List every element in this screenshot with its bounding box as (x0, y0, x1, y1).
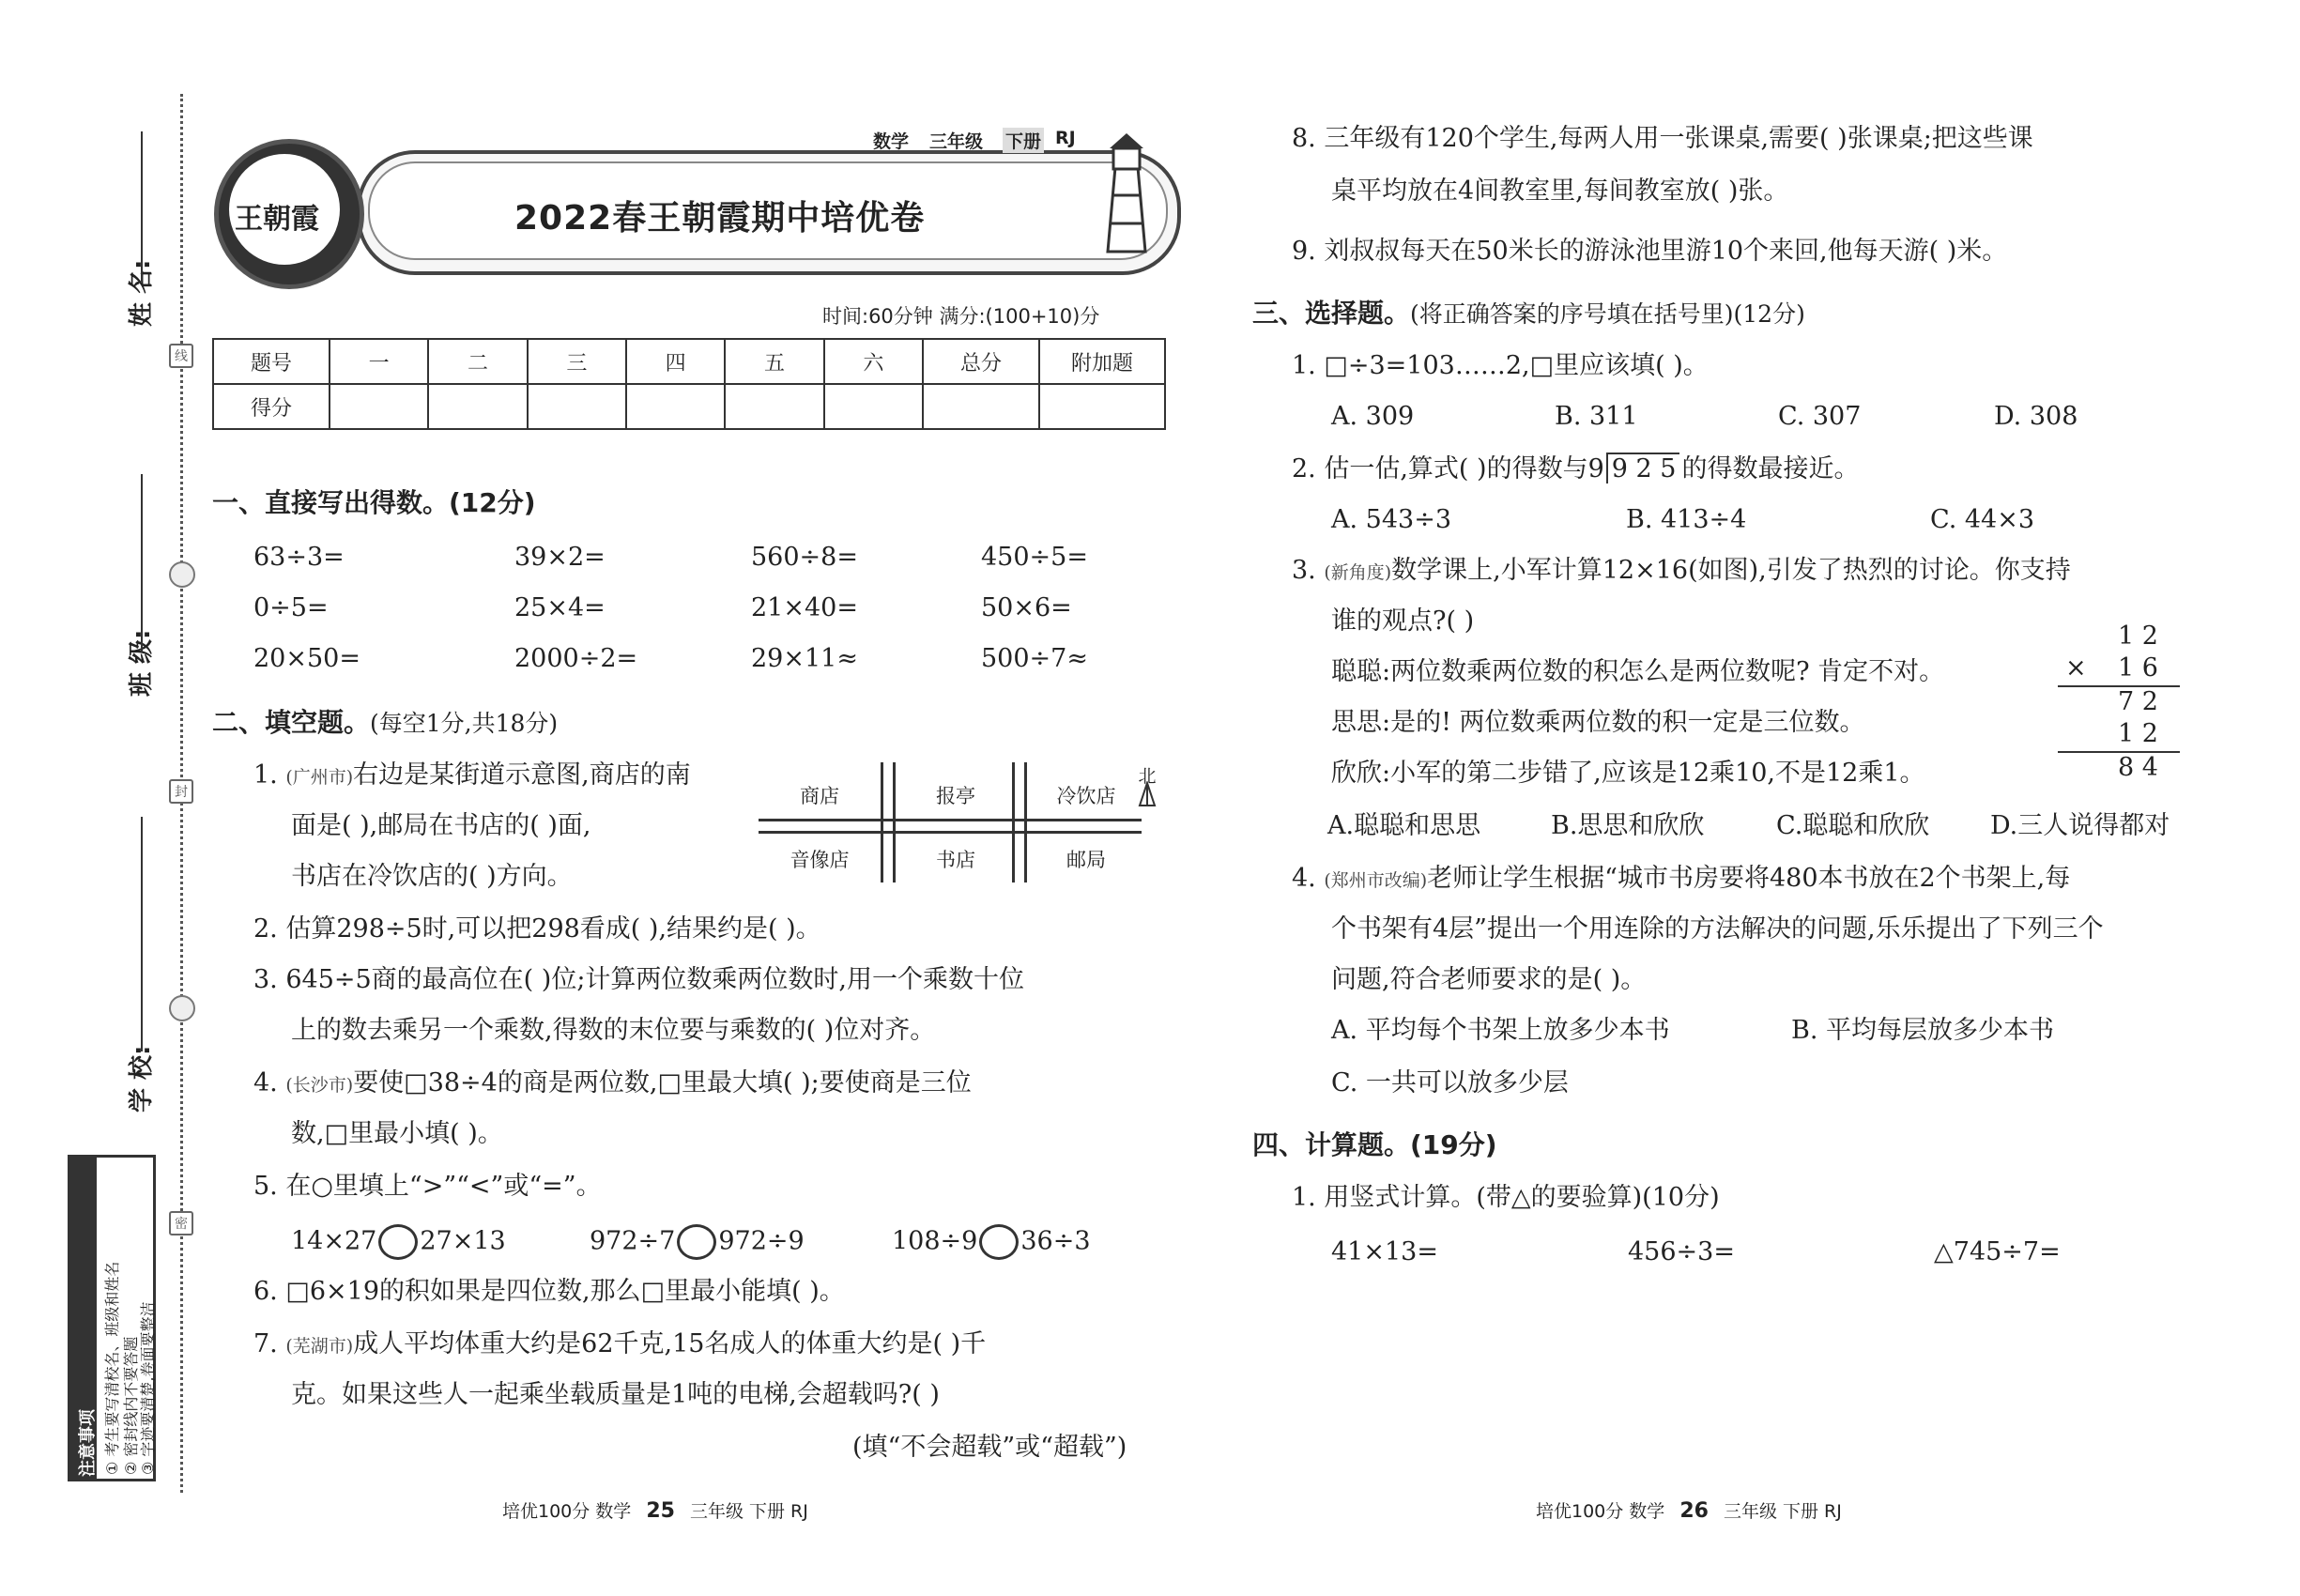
table-cell: 二 (428, 339, 527, 384)
calc-item: 20×50= (253, 644, 360, 673)
opinion-text: 欣欣:小军的第二步错了,应该是12乘10,不是12乘1。 (1331, 759, 1925, 788)
table-cell: 一 (330, 339, 428, 384)
lighthouse-icon (1080, 130, 1183, 261)
opinion-text: 思思:是的! 两位数乘两位数的积一定是三位数。 (1331, 708, 1865, 737)
region-tag: (长沙市) (285, 1075, 354, 1096)
page-number: 25 (646, 1499, 675, 1523)
long-division-dividend: 9 2 5 (1606, 453, 1680, 483)
cut-mark: 密 (169, 1211, 193, 1235)
score-cell[interactable] (725, 384, 823, 429)
brand-name: 王朝霞 (235, 203, 319, 236)
question-text: 要使□38÷4的商是两位数,□里最大填( );要使商是三位 (353, 1068, 972, 1097)
notice-title: 注意事项 (78, 1409, 98, 1477)
calc-item: 500÷7≈ (981, 644, 1088, 673)
street-line (759, 819, 1142, 821)
street-line (1024, 762, 1027, 882)
calc-item: △745÷7= (1934, 1237, 2061, 1266)
map-label-drink: 冷饮店 (1056, 785, 1116, 807)
compare-item (590, 1224, 805, 1260)
option[interactable]: C. 307 (1778, 402, 1862, 431)
calc-item: 29×11≈ (751, 644, 858, 673)
table-cell: 三 (528, 339, 626, 384)
option[interactable]: C. 一共可以放多少层 (1331, 1068, 1569, 1097)
compare-right: 36÷3 (1020, 1226, 1091, 1256)
question-text: 的得数最接近。 (1681, 454, 1860, 483)
region-tag: (芜湖市) (285, 1336, 354, 1357)
region-tag: (新角度) (1324, 562, 1392, 583)
footer-left (502, 1497, 808, 1523)
table-cell: 附加题 (1039, 339, 1165, 384)
north-arrow-icon (1138, 781, 1157, 809)
question-hint: (填“不会超载”或“超载”) (852, 1433, 1127, 1462)
score-cell[interactable] (1039, 384, 1165, 429)
question-3-4: 4. (郑州市改编)老师让学生根据“城市书房要将480本书放在2个书架上,每 (1292, 864, 2071, 893)
calc-item: 39×2= (514, 543, 606, 572)
time-score-info: 时间:60分钟 满分:(100+10)分 (822, 305, 1100, 328)
option[interactable]: B.思思和欣欣 (1551, 811, 1705, 840)
compare-left: 14×27 (291, 1226, 377, 1256)
page-title: 2022春王朝霞期中培优卷 (514, 199, 926, 238)
question-text: 问题,符合老师要求的是( )。 (1331, 965, 1647, 994)
map-label-kiosk: 报亭 (936, 785, 975, 807)
street-line (1012, 762, 1015, 882)
calc-item: 21×40= (751, 593, 858, 622)
table-cell: 得分 (213, 384, 330, 429)
score-cell[interactable] (923, 384, 1039, 429)
question-text: 数,□里最小填( )。 (291, 1119, 503, 1148)
class-label: 班 级: (128, 629, 156, 697)
calc-item: 450÷5= (981, 543, 1088, 572)
option[interactable]: C.聪聪和欣欣 (1776, 811, 1930, 840)
binding-clip-icon (169, 561, 195, 588)
table-cell: 题号 (213, 339, 330, 384)
name-label: 姓 名: (128, 259, 156, 327)
street-map-diagram (759, 762, 1157, 882)
calc-item: 41×13= (1331, 1237, 1438, 1266)
question-text: 右边是某街道示意图,商店的南 (353, 760, 691, 790)
option[interactable]: D. 308 (1994, 402, 2078, 431)
compare-item (291, 1224, 506, 1260)
compare-circle[interactable] (378, 1224, 418, 1260)
map-label-post: 邮局 (1066, 849, 1106, 871)
question-2-7 (253, 1331, 986, 1357)
option[interactable]: A. 309 (1331, 402, 1415, 431)
map-label-shop: 商店 (800, 785, 839, 807)
calc-item: 25×4= (514, 593, 606, 622)
class-field-line[interactable] (141, 474, 143, 652)
question-text: 面是( ),邮局在书店的( )面, (291, 811, 591, 840)
calc-item: 456÷3= (1628, 1237, 1735, 1266)
calc-item: 560÷8= (751, 543, 858, 572)
question-3-2 (1292, 456, 1859, 482)
volume-tag: 下册 (1003, 128, 1044, 153)
question-3-1: 1. □÷3=103……2,□里应该填( )。 (1292, 351, 1709, 380)
street-line (759, 831, 1142, 834)
option[interactable]: D.三人说得都对 (1990, 811, 2170, 840)
question-text: 数学课上,小军计算12×16(如图),引发了热烈的讨论。你支持 (1391, 556, 2071, 585)
notice-item: ① 考生要写清校名、班级和姓名 (103, 1261, 121, 1475)
section-4-title: 四、计算题。(19分) (1252, 1129, 1497, 1160)
section-3-title (1252, 300, 1805, 327)
vm-row: 7 2 (2118, 687, 2158, 716)
question-4-1: 1. 用竖式计算。(带△的要验算)(10分) (1292, 1183, 1720, 1212)
subject-tag: 数学 (873, 131, 910, 152)
table-cell: 四 (626, 339, 725, 384)
section-1-title: 一、直接写出得数。(12分) (212, 487, 536, 518)
question-text: 桌平均放在4间教室里,每间教室放( )张。 (1331, 176, 1789, 206)
question-text: 书店在冷饮店的( )方向。 (291, 862, 573, 891)
north-label: 北 (1138, 766, 1157, 787)
option[interactable]: A. 平均每个书架上放多少本书 (1331, 1016, 1670, 1045)
question-2-4 (253, 1070, 972, 1096)
school-label: 学 校: (128, 1045, 156, 1113)
map-label-book: 书店 (936, 849, 975, 871)
option[interactable]: B. 413÷4 (1626, 505, 1747, 534)
calc-item: 2000÷2= (514, 644, 638, 673)
vm-row: 1 2 (2118, 719, 2158, 748)
table-row[interactable] (213, 384, 1165, 429)
calc-item: 0÷5= (253, 593, 329, 622)
vm-row: 1 2 (2118, 622, 2158, 651)
option[interactable]: A.聪聪和思思 (1327, 811, 1481, 840)
notice-item: ② 密封线内不要答题 (122, 1336, 140, 1475)
option[interactable]: B. 平均每层放多少本书 (1791, 1016, 2055, 1045)
section-2-title (212, 707, 559, 738)
question-text: 2. 估一估,算式( )的得数与9 (1292, 454, 1604, 483)
table-cell: 五 (725, 339, 823, 384)
section-3-note: (将正确答案的序号填在括号里)(12分) (1410, 300, 1805, 328)
notice-item: ③ 字迹要清楚,卷面要整洁 (139, 1301, 157, 1475)
street-line (881, 762, 883, 882)
score-cell[interactable] (626, 384, 725, 429)
footer-right (1536, 1497, 1842, 1523)
street-line (893, 762, 896, 882)
question-text: 上的数去乘另一个乘数,得数的末位要与乘数的( )位对齐。 (291, 1016, 936, 1045)
option[interactable]: A. 543÷3 (1331, 505, 1451, 534)
table-cell: 六 (824, 339, 923, 384)
score-table (212, 338, 1166, 430)
question-2-2: 2. 估算298÷5时,可以把298看成( ),结果约是( )。 (253, 914, 821, 944)
notice-box (68, 1155, 156, 1481)
grade-tag: 三年级 (929, 131, 984, 152)
calc-item: 63÷3= (253, 543, 345, 572)
cut-mark: 封 (169, 779, 193, 804)
question-text: 成人平均体重大约是62千克,15名成人的体重大约是( )千 (353, 1329, 987, 1358)
cut-mark: 线 (169, 344, 193, 368)
question-2-5: 5. 在○里填上“>”“<”或“=”。 (253, 1172, 602, 1201)
question-2-8: 8. 三年级有120个学生,每两人用一张课桌,需要( )张课桌;把这些课 (1292, 124, 2033, 153)
question-text: 老师让学生根据“城市书房要将480本书放在2个书架上,每 (1427, 864, 2071, 893)
compare-circle[interactable] (677, 1224, 716, 1260)
page-number: 26 (1679, 1499, 1709, 1523)
table-cell: 总分 (923, 339, 1039, 384)
opinion-text: 聪聪:两位数乘两位数的积怎么是两位数呢? 肯定不对。 (1331, 657, 1945, 686)
compare-left: 108÷9 (892, 1226, 978, 1256)
score-cell[interactable] (330, 384, 428, 429)
region-tag: (广州市) (285, 767, 354, 788)
section-3-title-text: 三、选择题。 (1252, 298, 1411, 329)
vm-row: 8 4 (2118, 753, 2158, 782)
question-text: 个书架有4层”提出一个用连除的方法解决的问题,乐乐提出了下列三个 (1331, 914, 2104, 944)
region-tag: (郑州市改编) (1324, 870, 1428, 891)
compare-left: 972÷7 (590, 1226, 676, 1256)
question-2-1: 1. (广州市)右边是某街道示意图,商店的南 (253, 760, 691, 790)
option[interactable]: B. 311 (1555, 402, 1638, 431)
option[interactable]: C. 44×3 (1930, 505, 2035, 534)
table-row (213, 339, 1165, 384)
compare-right: 27×13 (420, 1226, 506, 1256)
vm-row: 1 6 (2118, 653, 2158, 683)
map-label-audio: 音像店 (790, 849, 850, 871)
question-number: 7. (253, 1329, 278, 1358)
question-2-6: 6. □6×19的积如果是四位数,那么□里最小能填( )。 (253, 1277, 845, 1306)
compare-item (892, 1224, 1091, 1260)
footer-suffix: 三年级 下册 RJ (1723, 1501, 1842, 1522)
score-cell[interactable] (824, 384, 923, 429)
section-2-title-text: 二、填空题。 (212, 707, 371, 738)
question-3-3: 3. (新角度)数学课上,小军计算12×16(如图),引发了热烈的讨论。你支持 (1292, 556, 2071, 585)
section-2-note: (每空1分,共18分) (370, 710, 559, 737)
compare-circle[interactable] (979, 1224, 1019, 1260)
vm-op: × (2065, 653, 2087, 683)
question-number: 4. (253, 1068, 278, 1097)
edition-tag: RJ (1055, 128, 1076, 148)
footer-prefix: 培优100分 数学 (502, 1501, 632, 1522)
compare-right: 972÷9 (718, 1226, 805, 1256)
question-2-3: 3. 645÷5商的最高位在( )位;计算两位数乘两位数时,用一个乘数十位 (253, 965, 1025, 994)
question-text: 谁的观点?( ) (1331, 606, 1475, 636)
footer-suffix: 三年级 下册 RJ (689, 1501, 808, 1522)
school-field-line[interactable] (141, 817, 143, 1051)
binding-clip-icon (169, 995, 195, 1021)
footer-prefix: 培优100分 数学 (1536, 1501, 1665, 1522)
calc-item: 50×6= (981, 593, 1072, 622)
score-cell[interactable] (528, 384, 626, 429)
name-field-line[interactable] (141, 131, 143, 282)
score-cell[interactable] (428, 384, 527, 429)
question-text: 克。如果这些人一起乘坐载质量是1吨的电梯,会超载吗?( ) (291, 1380, 940, 1409)
question-2-9: 9. 刘叔叔每天在50米长的游泳池里游10个来回,他每天游( )米。 (1292, 237, 2008, 266)
